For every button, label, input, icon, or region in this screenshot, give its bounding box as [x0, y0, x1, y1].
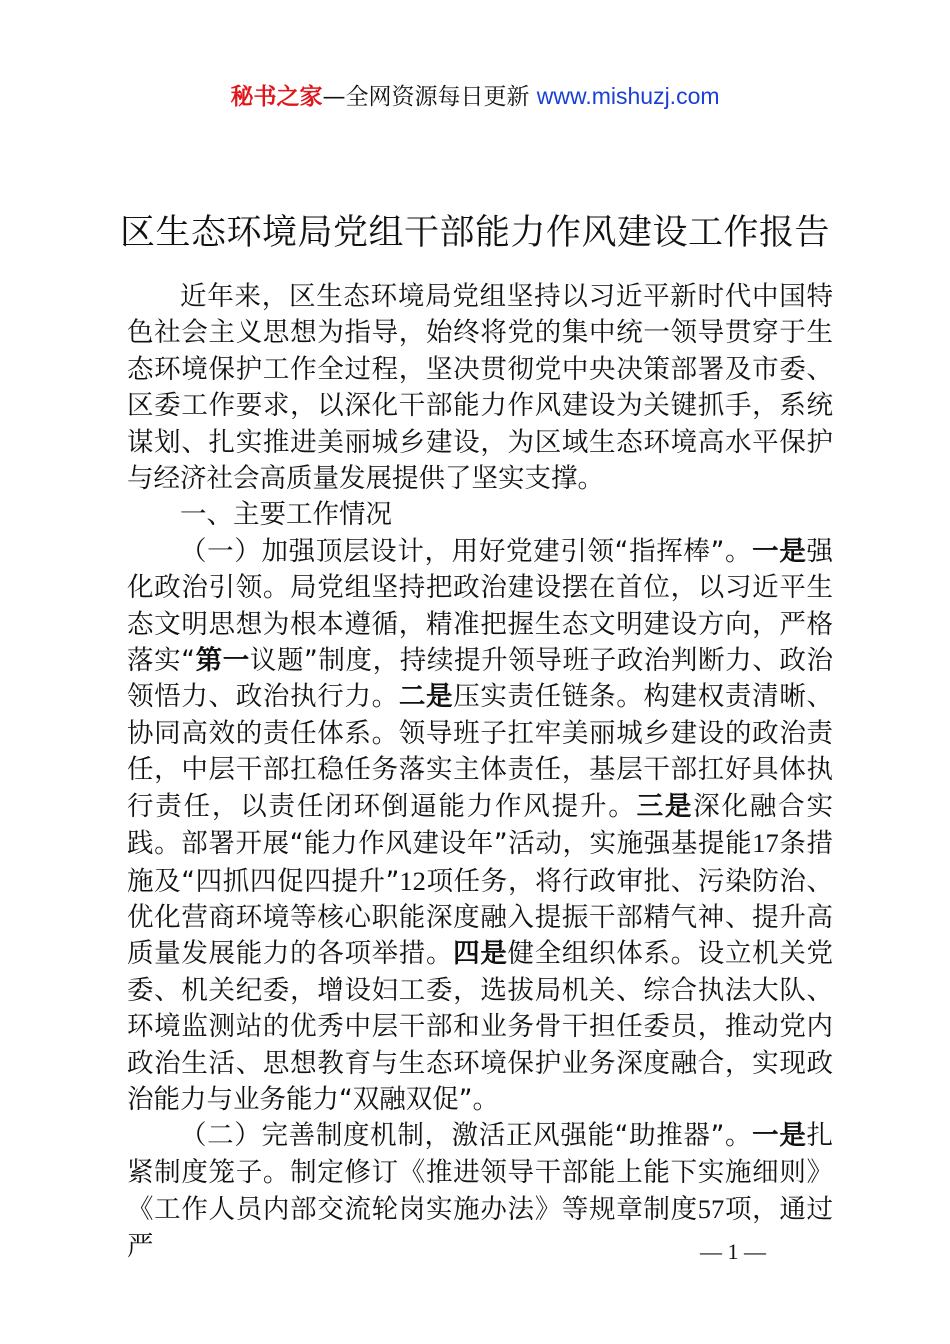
item-1-text: 强化政治引领。局党组坚持把政治建设摆在首位，以习近平生态文明思想为根本遵循，精准把握生态文明建设方向，严格落实“	[127, 535, 833, 677]
keyword-first-topic: 第一	[194, 645, 250, 677]
sub2-item-1-text-a: 扎紧制度笼子。制定修订《推进领导干部能上能下实施细则》《工作人员内部交流轮岗实施办法》等规章制度	[127, 1120, 833, 1226]
number-regulations: 57	[697, 1194, 725, 1225]
document-title: 区生态环境局党组干部能力作风建设工作报告	[119, 213, 830, 254]
intro-paragraph: 近年来，区生态环境局党组坚持以习近平新时代中国特色社会主义思想为指导，始终将党的集中统一领导贯穿于生态环境保护工作全过程，坚决贯彻党中央决策部署及市委、区委工作要求，以深化干部能力作风建设为关键抓手，系统谋划、扎实推进美丽城乡建设，为区域生态环境高水平保护与经济社会高质量发展提供了坚实支撑。	[127, 281, 833, 495]
keyword-third: 三是	[636, 790, 694, 822]
item-3-text-b: 条措施及“四抓四促四提升”	[127, 828, 833, 897]
banner-url[interactable]: www.mishuzj.com	[536, 83, 720, 109]
subsection-1-paragraph	[127, 534, 833, 1119]
item-4-text: 健全组织体系。设立机关党委、机关纪委，增设妇工委，选拔局机关、综合执法大队、环境监测站的优秀中层干部和业务骨干担任委员，推动党内政治生活、思想教育与生态环境保护业务深度融合，实现政治能力与业务能力“双融双促”。	[127, 938, 834, 1115]
keyword-second: 二是	[398, 681, 454, 713]
banner-brand: 秘书之家	[230, 84, 323, 110]
section-heading: 一、主要工作情况	[180, 499, 392, 531]
item-2-text: 压实责任链条。构建权责清晰、协同高效的责任体系。领导班子扛牢美丽城乡建设的政治责任，中层干部扛稳任务落实主体责任，基层干部扛好具体执行责任，以责任闭环倒逼能力作风提升。	[127, 681, 834, 822]
item-1-text-cont: 议题”制度，持续提升领导班子政治判断力、政治领悟力、政治执行力。	[127, 645, 834, 713]
site-banner	[0, 80, 950, 113]
subsection-2-heading: （二）完善制度机制，激活正风强能“助推器”。	[180, 1120, 753, 1152]
number-measures: 17	[752, 828, 779, 859]
keyword-first: 一是	[752, 535, 807, 567]
document-body	[127, 279, 833, 1265]
subsection-1-heading: （一）加强顶层设计，用好党建引领“指挥棒”。	[180, 535, 753, 567]
sub2-item-1-text-b: 项，通过严	[127, 1194, 834, 1262]
banner-slogan: —全网资源每日更新	[322, 84, 537, 110]
item-3-text-c: 项任务，将行政审批、污染防治、优化营商环境等核心职能深度融入提振干部精气神、提升高质量发展能力的各项举措。	[127, 865, 833, 970]
number-tasks: 12	[399, 865, 426, 896]
keyword-first-2: 一是	[752, 1120, 807, 1152]
item-3-text-a: 深化融合实践。部署开展“能力作风建设年”活动，实施强基提能	[127, 790, 833, 860]
page-number: — 1 —	[700, 1239, 766, 1264]
keyword-fourth: 四是	[453, 938, 508, 970]
